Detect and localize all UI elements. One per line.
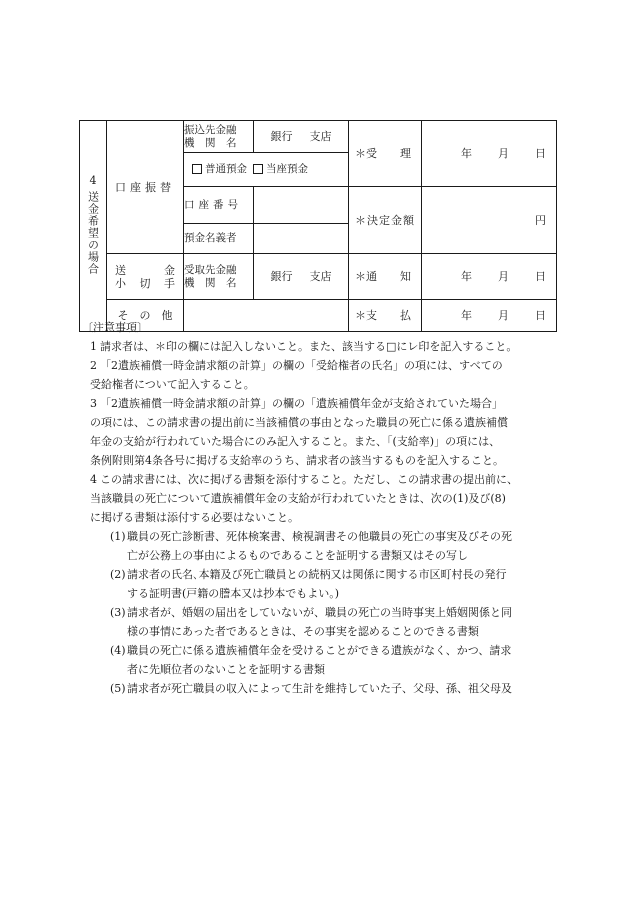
- section-number: 4: [89, 174, 97, 187]
- other-label: そ の 他: [107, 300, 184, 332]
- note-1: 1 請求者は、＊印の欄には記入しないこと。また、該当する□にレ印を記入すること。: [90, 340, 518, 353]
- deposit-current-label: 当座預金: [266, 163, 308, 175]
- note-4-item-1: (1) 職員の死亡診断書、死体検案書、検視調書その他職員の死亡の事実及びその死 亡が公務上の事由によるものであることを証明する書類又はその写し: [110, 530, 512, 562]
- notice-label: ＊通 知: [349, 254, 422, 300]
- receipt-month: 月: [498, 147, 509, 160]
- section-title: 送金希望の場合: [86, 191, 100, 275]
- decision-amount-field[interactable]: [422, 187, 557, 254]
- bank-label-line1: 振込先金融: [184, 123, 237, 136]
- deposit-ordinary-label: 普通預金: [205, 163, 247, 175]
- bank-label-line2: 機 関 名: [184, 136, 237, 149]
- payment-label: ＊支 払: [349, 300, 422, 332]
- deposit-current-option[interactable]: [253, 163, 308, 176]
- receiver-bank-label: 受取先金融 機 関 名: [184, 254, 254, 300]
- deposit-type-field: [184, 153, 349, 187]
- note-4-item-2: (2) 請求者の氏名､本籍及び死亡職員との続柄又は関係に関する市区町村長の発行 する証明書(戸籍の謄本又は抄本でもよい。): [110, 568, 507, 600]
- bank-field[interactable]: [254, 121, 349, 153]
- decision-amount-label: ＊決定金額: [349, 187, 422, 254]
- note-4-item-3: (3) 請求者が、婚姻の届出をしていないが、職員の死亡の当時事実上婚姻関係と同 様の事情にあった者であるときは、その事実を認めることのできる書類: [110, 606, 512, 638]
- payment-date[interactable]: 年 月 日: [422, 300, 557, 332]
- account-holder-label: 預金名義者: [184, 224, 254, 254]
- receipt-label: [349, 121, 422, 187]
- notes-heading: 〔注意事項〕: [82, 321, 148, 334]
- remittance-table: [79, 120, 557, 332]
- notes-section: [82, 318, 562, 698]
- receipt-year: 年: [461, 147, 472, 160]
- note-4: 4 この請求書には、次に掲げる書類を添付すること。ただし、この請求書の提出前に、 当該職員の死亡について遺族補償年金の支給が行われていたときは、次の(1)及び(8) に掲げる書類は添付する必要はないこと。: [90, 473, 518, 524]
- note-3: 3 「2遺族補償一時金請求額の計算」の欄の「遺族補償年金が支給されていた場合」 の項には、この請求書の提出前に当該補償の事由となった職員の死亡に係る遺族補償 年金の支給が行われていた場合にのみ記入すること。また、「(支給率)」の項には、 条例附則第4条各号に掲げる支給率のうち、請求者の該当するものを記入すること。: [90, 397, 508, 467]
- account-number-label: 口座番号: [184, 187, 254, 224]
- notice-date[interactable]: 年 月 日: [422, 254, 557, 300]
- branch-text: 支店: [309, 130, 332, 143]
- note-4-item-5: (5) 請求者が死亡職員の収入によって生計を維持していた子、父母、孫、祖父母及: [110, 682, 512, 695]
- receipt-day: 日: [535, 147, 546, 160]
- transfer-label: 口座振替: [107, 121, 184, 254]
- bank-label: [184, 121, 254, 153]
- receipt-label-2: 理: [400, 147, 411, 160]
- receiver-bank-field[interactable]: 銀行 支店: [254, 254, 349, 300]
- account-number-field[interactable]: [254, 187, 349, 224]
- account-holder-field[interactable]: [254, 224, 349, 254]
- deposit-ordinary-option[interactable]: [192, 163, 247, 176]
- checkbox-icon[interactable]: [253, 164, 263, 174]
- receipt-label-1: ＊受: [355, 147, 377, 160]
- note-4-item-4: (4) 職員の死亡に係る遺族補償年金を受けることができる遺族がなく、かつ、請求 者に先順位者のないことを証明する書類: [110, 644, 512, 676]
- remittance-label: 送 金 小 切 手: [107, 254, 184, 300]
- section-label: [80, 121, 107, 332]
- note-2: 2 「2遺族補償一時金請求額の計算」の欄の「受給権者の氏名」の項には、すべての 受給権者について記入すること。: [90, 359, 503, 391]
- yen-unit: 円: [535, 213, 546, 227]
- receipt-date[interactable]: [422, 121, 557, 187]
- bank-text: 銀行: [270, 130, 293, 143]
- checkbox-icon[interactable]: [192, 164, 202, 174]
